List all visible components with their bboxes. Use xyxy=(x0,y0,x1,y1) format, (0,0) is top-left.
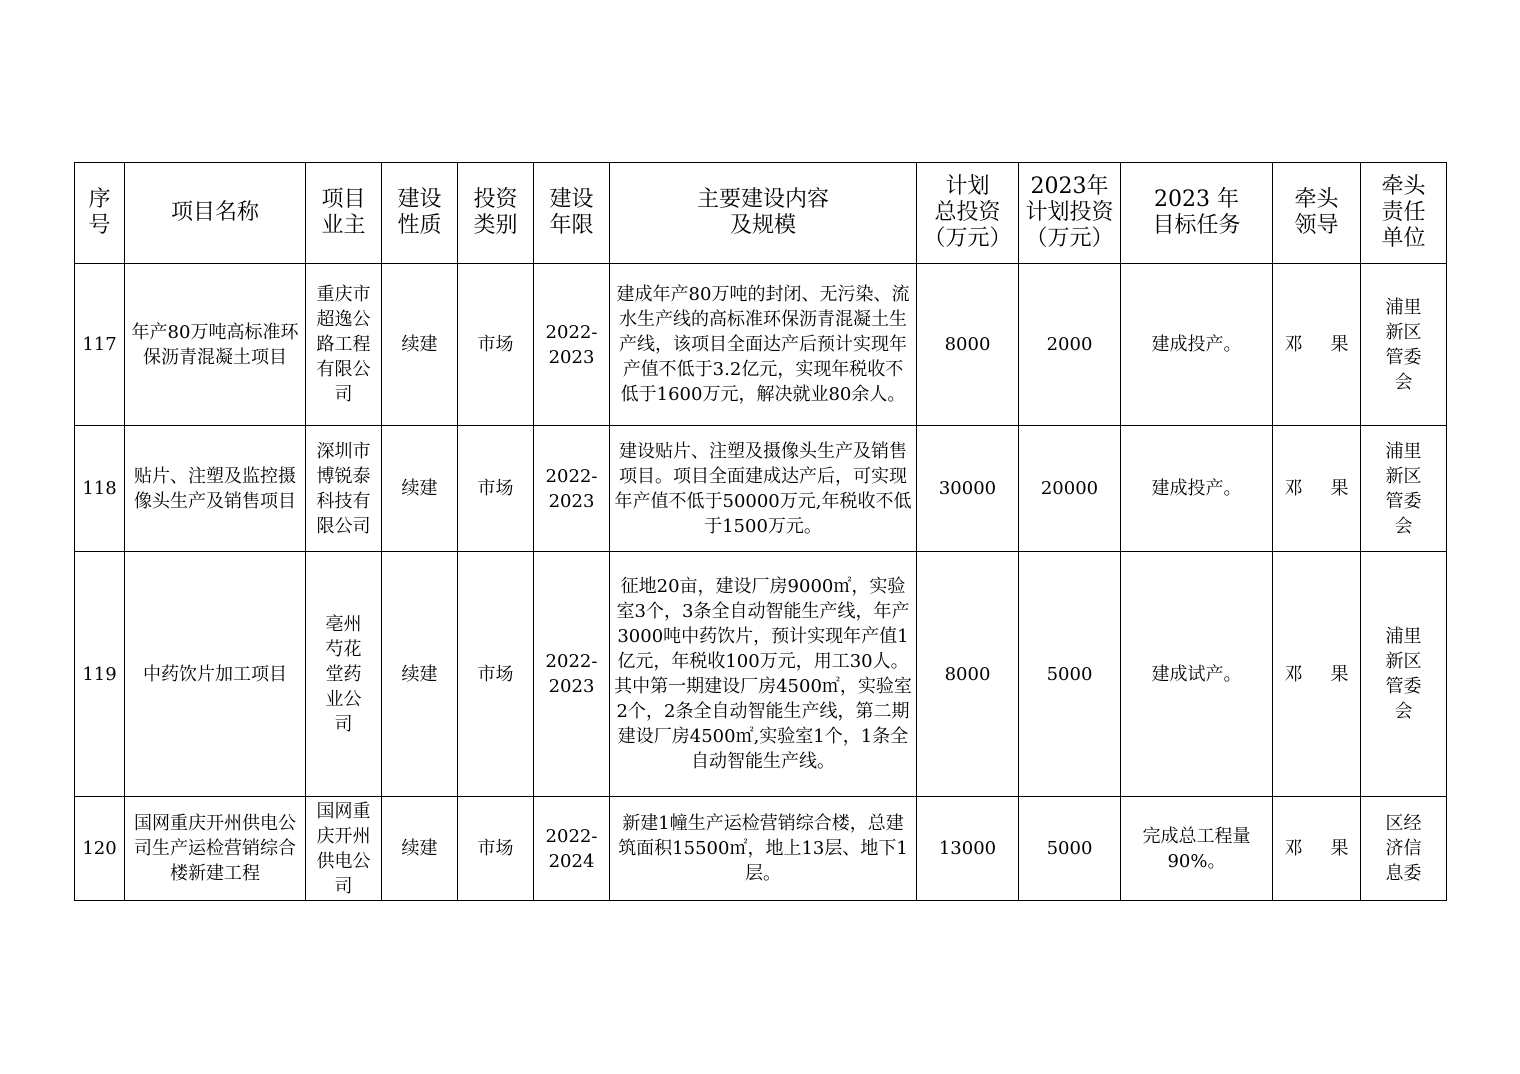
table-row xyxy=(75,426,1447,552)
leader-given-name: 果 xyxy=(1330,334,1349,355)
row-nature: 续建 xyxy=(382,797,458,901)
table-row xyxy=(75,552,1447,797)
row-content: 建成年产80万吨的封闭、无污染、流水生产线的高标准环保沥青混凝土生产线，该项目全面达产后预计实现年产值不低于3.2亿元，实现年税收不低于1600万元，解决就业80余人。 xyxy=(610,264,917,426)
table-row xyxy=(75,797,1447,901)
row-period: 2022- 2023 xyxy=(534,552,610,797)
row-unit: 浦里 新区 管委 会 xyxy=(1361,264,1447,426)
row-content: 建设贴片、注塑及摄像头生产及销售项目。项目全面建成达产后，可实现年产值不低于50000万元,年税收不低于1500万元。 xyxy=(610,426,917,552)
header-unit: 牵头 责任 单位 xyxy=(1361,163,1447,264)
leader-surname: 邓 xyxy=(1284,334,1303,355)
header-project-name: 项目名称 xyxy=(125,163,306,264)
leader-surname: 邓 xyxy=(1284,838,1303,859)
header-owner: 项目 业主 xyxy=(306,163,382,264)
row-leader xyxy=(1273,797,1361,901)
row-unit: 区经 济信 息委 xyxy=(1361,797,1447,901)
row-total-investment: 8000 xyxy=(917,264,1019,426)
header-category: 投资 类别 xyxy=(458,163,534,264)
project-table xyxy=(74,162,1447,901)
header-period: 建设 年限 xyxy=(534,163,610,264)
leader-given-name: 果 xyxy=(1330,663,1349,685)
row-category: 市场 xyxy=(458,797,534,901)
row-plan-2023: 20000 xyxy=(1019,426,1121,552)
row-plan-2023: 5000 xyxy=(1019,552,1121,797)
header-leader: 牵头 领导 xyxy=(1273,163,1361,264)
row-category: 市场 xyxy=(458,426,534,552)
row-seq: 118 xyxy=(75,426,125,552)
row-leader xyxy=(1273,426,1361,552)
row-project-name: 贴片、注塑及监控摄像头生产及销售项目 xyxy=(125,426,306,552)
row-target-2023: 建成试产。 xyxy=(1121,552,1273,797)
row-total-investment: 30000 xyxy=(917,426,1019,552)
row-seq: 120 xyxy=(75,797,125,901)
row-nature: 续建 xyxy=(382,264,458,426)
leader-given-name: 果 xyxy=(1330,478,1349,499)
row-unit: 浦里 新区 管委 会 xyxy=(1361,426,1447,552)
header-nature: 建设 性质 xyxy=(382,163,458,264)
row-content: 征地20亩，建设厂房9000㎡，实验室3个，3条全自动智能生产线，年产3000吨中药饮片，预计实现年产值1亿元，年税收100万元，用工30人。其中第一期建设厂房4500㎡，实验室2个，2条全自动智能生产线，第二期建设厂房4500㎡,实验室1个，1条全自动智能生产线。 xyxy=(610,552,917,797)
row-owner: 亳州 芍花 堂药 业公 司 xyxy=(306,552,382,797)
row-plan-2023: 2000 xyxy=(1019,264,1121,426)
row-target-2023: 建成投产。 xyxy=(1121,264,1273,426)
row-leader xyxy=(1273,552,1361,797)
header-plan-2023: 2023年 计划投资 （万元） xyxy=(1019,163,1121,264)
row-target-2023: 建成投产。 xyxy=(1121,426,1273,552)
row-seq: 119 xyxy=(75,552,125,797)
row-nature: 续建 xyxy=(382,426,458,552)
table-row xyxy=(75,264,1447,426)
leader-surname: 邓 xyxy=(1284,663,1303,685)
row-content: 新建1幢生产运检营销综合楼，总建筑面积15500㎡，地上13层、地下1层。 xyxy=(610,797,917,901)
table-header-row xyxy=(75,163,1447,264)
row-period: 2022- 2023 xyxy=(534,264,610,426)
row-unit: 浦里 新区 管委 会 xyxy=(1361,552,1447,797)
row-owner: 重庆市 超逸公 路工程 有限公 司 xyxy=(306,264,382,426)
row-project-name: 中药饮片加工项目 xyxy=(125,552,306,797)
row-leader xyxy=(1273,264,1361,426)
row-project-name: 国网重庆开州供电公司生产运检营销综合楼新建工程 xyxy=(125,797,306,901)
row-owner: 国网重 庆开州 供电公 司 xyxy=(306,797,382,901)
header-content: 主要建设内容 及规模 xyxy=(610,163,917,264)
row-period: 2022- 2024 xyxy=(534,797,610,901)
row-target-2023: 完成总工程量90%。 xyxy=(1121,797,1273,901)
row-plan-2023: 5000 xyxy=(1019,797,1121,901)
header-total-investment: 计划 总投资 （万元） xyxy=(917,163,1019,264)
leader-given-name: 果 xyxy=(1330,838,1349,859)
row-category: 市场 xyxy=(458,264,534,426)
leader-surname: 邓 xyxy=(1284,478,1303,499)
row-period: 2022- 2023 xyxy=(534,426,610,552)
row-category: 市场 xyxy=(458,552,534,797)
row-seq: 117 xyxy=(75,264,125,426)
row-total-investment: 13000 xyxy=(917,797,1019,901)
row-nature: 续建 xyxy=(382,552,458,797)
header-target-2023: 2023 年 目标任务 xyxy=(1121,163,1273,264)
row-project-name: 年产80万吨高标准环保沥青混凝土项目 xyxy=(125,264,306,426)
row-owner: 深圳市 博锐泰 科技有 限公司 xyxy=(306,426,382,552)
header-seq: 序 号 xyxy=(75,163,125,264)
row-total-investment: 8000 xyxy=(917,552,1019,797)
